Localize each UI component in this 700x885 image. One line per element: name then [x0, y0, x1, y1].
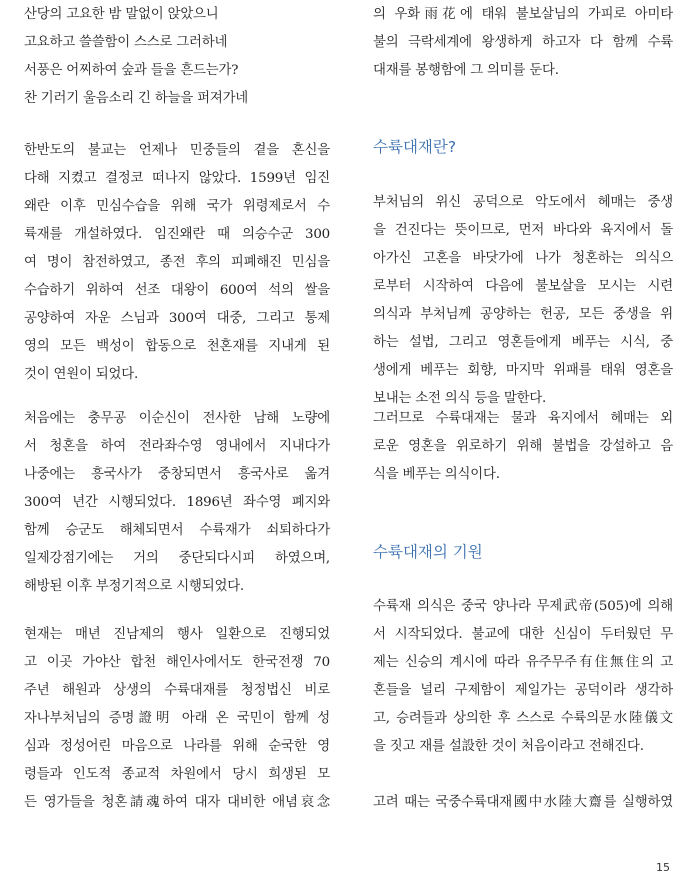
text-line: 령들과 인도적 종교적 차원에서 당시 희생된 모 [24, 767, 330, 782]
text-line: 생에게 베푸는 회향, 마지막 위패를 태워 영혼을 [373, 363, 673, 378]
text-line: 한반도의 불교는 언제나 민중들의 곁을 혼신을 [24, 143, 330, 158]
text-line: 혼들을 널리 구제함이 제일가는 공덕이라 생각하 [373, 683, 673, 698]
poem-line: 서풍은 어찌하여 숲과 들을 흔드는가? [24, 63, 239, 78]
text-line: 불의 극락세계에 왕생하게 하고자 다 함께 수륙 [373, 35, 673, 50]
text-line: 고, 승려들과 상의한 후 스스로 수륙의문水陸儀文 [373, 711, 673, 726]
text-line: 해방된 이후 부정기적으로 시행되었다. [24, 579, 244, 594]
text-line: 로부터 시작하여 다음에 불보살을 모시는 시련 [373, 279, 673, 294]
text-line: 든 영가들을 청혼請魂하여 대자 대비한 애념哀念 [24, 795, 330, 810]
text-line: 보내는 소전 의식 등을 말한다. [373, 391, 547, 406]
text-line: 로운 영혼을 위로하기 위해 불법을 강설하고 음 [373, 439, 673, 454]
page-number: 15 [656, 861, 670, 874]
text-line: 대재를 봉행함에 그 의미를 둔다. [373, 63, 559, 78]
text-line: 하는 설법, 그리고 영혼들에게 베푸는 시식, 중 [373, 335, 673, 350]
text-line: 일제강점기에는 거의 중단되다시피 하였으며, [24, 551, 330, 566]
text-line: 주년 해원과 상생의 수륙대재를 청정법신 비로 [24, 683, 330, 698]
text-line: 서 청혼을 하여 전라좌수영 영내에서 지내다가 [24, 439, 330, 454]
text-line: 부처님의 위신 공덕으로 악도에서 헤매는 중생 [373, 195, 673, 210]
text-line: 제는 신승의 계시에 따라 유주무주有住無住의 고 [373, 655, 673, 670]
text-line: 자나부처님의 증명證明 아래 온 국민이 함께 성 [24, 711, 330, 726]
text-line: 의식과 부처님께 공양하는 헌공, 모든 중생을 위 [373, 307, 673, 322]
poem-line: 찬 기러기 울음소리 긴 하늘을 퍼져가네 [24, 91, 249, 106]
text-line: 서 시작되었다. 불교에 대한 신심이 두터웠던 무 [373, 627, 673, 642]
text-line: 함께 승군도 해체되면서 수륙재가 쇠퇴하다가 [24, 523, 330, 538]
poem-line: 고요하고 쓸쓸함이 스스로 그러하네 [24, 35, 228, 50]
text-line: 처음에는 충무공 이순신이 전사한 남해 노량에 [24, 411, 330, 426]
text-line: 수습하기 위하여 선조 대왕이 600여 석의 쌀을 [24, 283, 330, 298]
text-line: 을 짓고 재를 설設한 것이 처음이라고 전해진다. [373, 739, 644, 754]
text-line: 영의 모든 백성이 합동으로 천혼재를 지내게 된 [24, 339, 330, 354]
text-line: 것이 연원이 되었다. [24, 367, 139, 382]
text-line: 다해 지켰고 결정코 떠나지 않았다. 1599년 임진 [24, 171, 330, 186]
text-line: 왜란 이후 민심수습을 위해 국가 위령제로서 수 [24, 199, 330, 214]
text-line: 여 명이 참전하였고, 종전 후의 피폐해진 민심을 [24, 255, 330, 270]
text-line: 륙재를 개설하였다. 임진왜란 때 의승수군 300 [24, 227, 330, 242]
section-heading-definition: 수륙대재란? [373, 138, 457, 156]
poem-line: 산당의 고요한 밤 말없이 앉았으니 [24, 7, 219, 22]
text-line: 고 이곳 가야산 합천 해인사에서도 한국전쟁 70 [24, 655, 330, 670]
text-line: 공양하여 자운 스님과 300여 대중, 그리고 통제 [24, 311, 330, 326]
text-line: 나중에는 흥국사가 중창되면서 흥국사로 옮겨 [24, 467, 330, 482]
text-line: 고려 때는 국중수륙대재國中水陸大齋를 실행하였 [373, 795, 673, 810]
text-line: 심과 정성어린 마음으로 나라를 위해 순국한 영 [24, 739, 330, 754]
text-line: 아가신 고혼을 바닷가에 나가 청혼하는 의식으 [373, 251, 673, 266]
text-line: 수륙재 의식은 중국 양나라 무제武帝(505)에 의해 [373, 599, 673, 614]
text-line: 의 우화雨花에 태워 불보살님의 가피로 아미타 [373, 7, 673, 22]
text-line: 현재는 매년 진남제의 행사 일환으로 진행되었 [24, 627, 330, 642]
text-line: 을 건진다는 뜻이므로, 먼저 바다와 육지에서 돌 [373, 223, 673, 238]
section-heading-origin: 수륙대재의 기원 [373, 543, 483, 561]
text-line: 그러므로 수륙대재는 물과 육지에서 헤매는 외 [373, 411, 673, 426]
text-line: 300여 년간 시행되었다. 1896년 좌수영 폐지와 [24, 495, 330, 510]
text-line: 식을 베푸는 의식이다. [373, 467, 500, 482]
